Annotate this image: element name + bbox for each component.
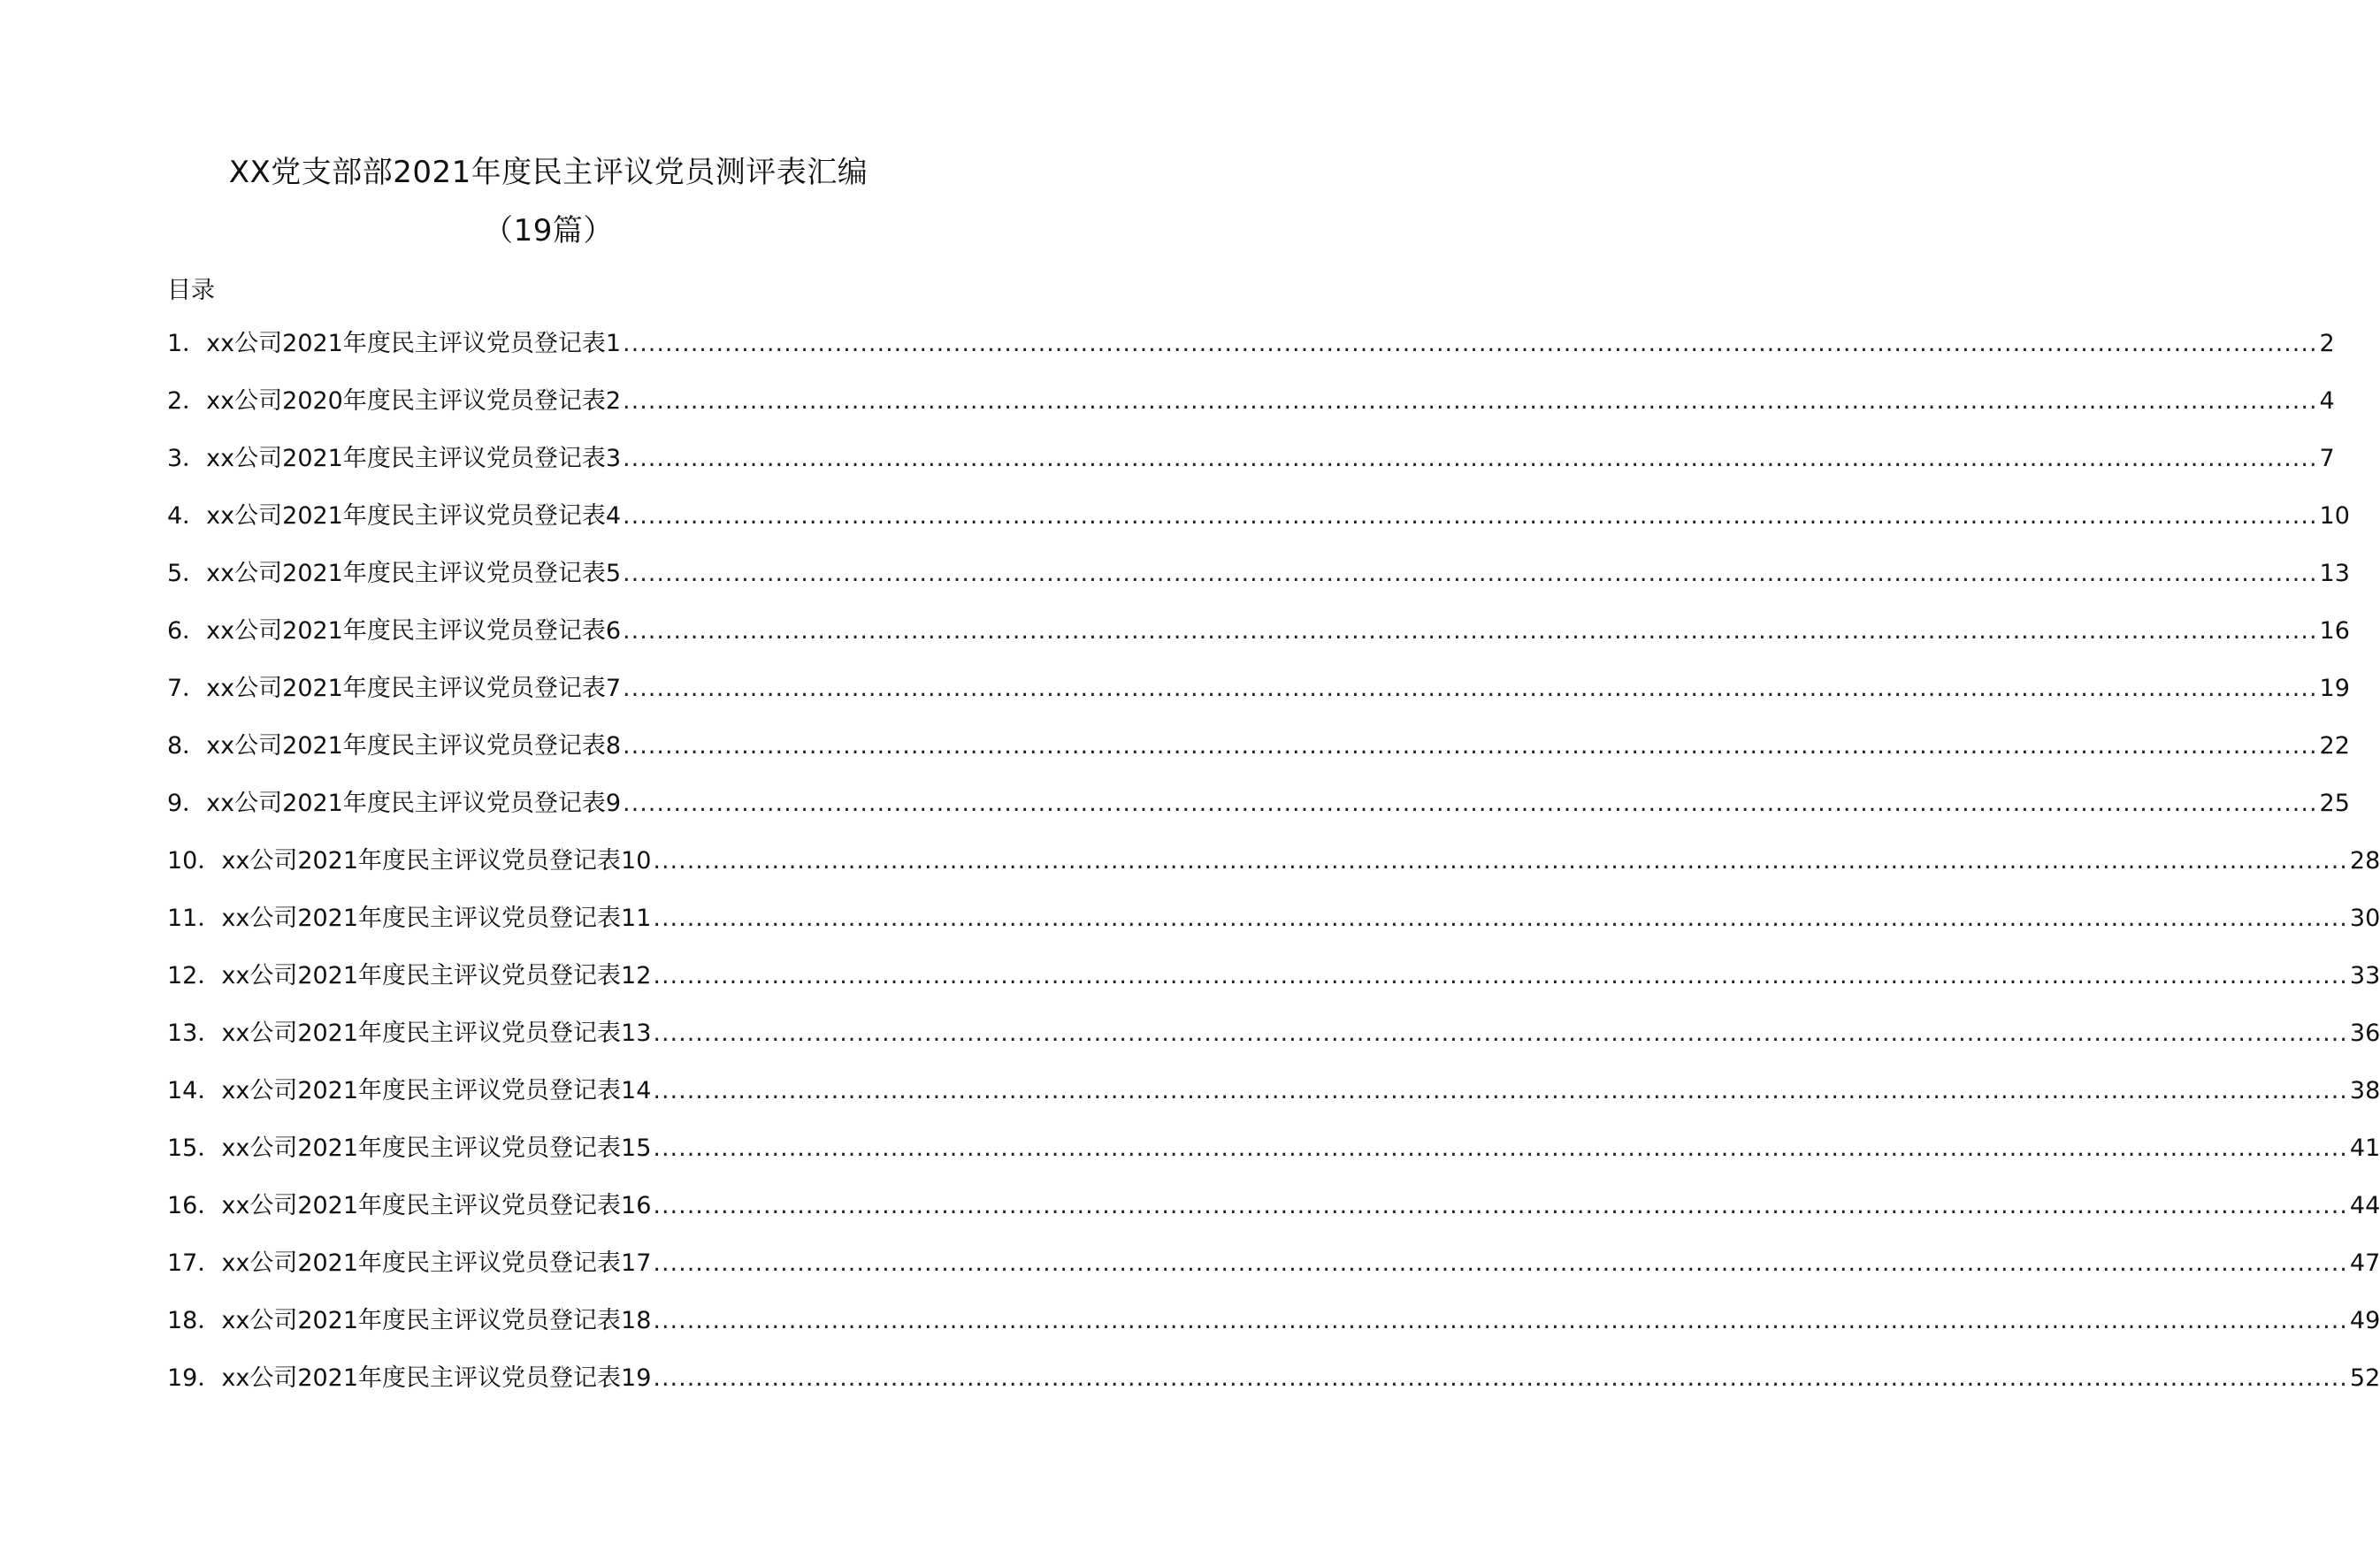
toc-dot-leader: ........................................................................................................................................................................................................ bbox=[623, 387, 2318, 415]
toc-entry[interactable] bbox=[167, 847, 2380, 906]
toc-page-number: 47 bbox=[2349, 1249, 2380, 1277]
toc-dot-leader: ........................................................................................................................................................................................................ bbox=[623, 560, 2318, 587]
toc-dot-leader: ........................................................................................................................................................................................................ bbox=[653, 1249, 2348, 1277]
toc-entry-title: 15．xx公司2021年度民主评议党员登记表15 bbox=[167, 1135, 652, 1162]
toc-entry-title: 16．xx公司2021年度民主评议党员登记表16 bbox=[167, 1192, 652, 1219]
toc-entry-title: 11．xx公司2021年度民主评议党员登记表11 bbox=[167, 905, 652, 932]
toc-page-number: 19 bbox=[2319, 675, 2350, 702]
toc-entry-title: 17．xx公司2021年度民主评议党员登记表17 bbox=[167, 1249, 652, 1277]
toc-page-number: 22 bbox=[2319, 732, 2350, 760]
toc-page-number: 25 bbox=[2319, 790, 2350, 817]
toc-dot-leader: ........................................................................................................................................................................................................ bbox=[623, 445, 2318, 472]
toc-dot-leader: ........................................................................................................................................................................................................ bbox=[653, 1307, 2348, 1334]
toc-entry[interactable] bbox=[167, 1364, 2380, 1424]
toc-entry[interactable] bbox=[167, 905, 2380, 964]
toc-page-number: 7 bbox=[2319, 445, 2335, 472]
toc-dot-leader: ........................................................................................................................................................................................................ bbox=[623, 732, 2318, 760]
toc-entry[interactable] bbox=[167, 962, 2380, 1021]
toc-dot-leader: ........................................................................................................................................................................................................ bbox=[653, 905, 2348, 932]
toc-entry-title: 14．xx公司2021年度民主评议党员登记表14 bbox=[167, 1077, 652, 1104]
toc-dot-leader: ........................................................................................................................................................................................................ bbox=[653, 1364, 2348, 1392]
toc-page-number: 13 bbox=[2319, 560, 2350, 587]
toc-entry[interactable] bbox=[167, 1135, 2380, 1194]
toc-entry[interactable] bbox=[167, 1077, 2380, 1136]
toc-page-number: 38 bbox=[2349, 1077, 2380, 1104]
toc-entry[interactable] bbox=[167, 560, 2350, 619]
toc-entry[interactable] bbox=[167, 1307, 2380, 1366]
document-title: XX党支部部2021年度民主评议党员测评表汇编 bbox=[228, 155, 869, 190]
toc-dot-leader: ........................................................................................................................................................................................................ bbox=[623, 502, 2318, 530]
toc-page-number: 52 bbox=[2349, 1364, 2380, 1392]
toc-entry[interactable] bbox=[167, 1020, 2380, 1079]
toc-heading: 目录 bbox=[167, 277, 215, 304]
toc-page-number: 33 bbox=[2349, 962, 2380, 989]
toc-dot-leader: ........................................................................................................................................................................................................ bbox=[653, 1077, 2348, 1104]
toc-entry-title: 2．xx公司2020年度民主评议党员登记表2 bbox=[167, 387, 622, 415]
toc-dot-leader: ........................................................................................................................................................................................................ bbox=[623, 330, 2318, 357]
toc-entry[interactable] bbox=[167, 445, 2335, 504]
toc-entry[interactable] bbox=[167, 1249, 2380, 1309]
toc-entry-title: 7．xx公司2021年度民主评议党员登记表7 bbox=[167, 675, 622, 702]
toc-dot-leader: ........................................................................................................................................................................................................ bbox=[623, 675, 2318, 702]
toc-entry[interactable] bbox=[167, 502, 2350, 562]
toc-entry[interactable] bbox=[167, 732, 2350, 791]
toc-entry[interactable] bbox=[167, 1192, 2380, 1251]
toc-entry-title: 9．xx公司2021年度民主评议党员登记表9 bbox=[167, 790, 622, 817]
toc-page-number: 30 bbox=[2349, 905, 2380, 932]
toc-entry-title: 13．xx公司2021年度民主评议党员登记表13 bbox=[167, 1020, 652, 1047]
toc-entry[interactable] bbox=[167, 790, 2350, 849]
toc-entry-title: 6．xx公司2021年度民主评议党员登记表6 bbox=[167, 617, 622, 645]
toc-entry[interactable] bbox=[167, 617, 2350, 676]
toc-page-number: 28 bbox=[2349, 847, 2380, 875]
toc-page-number: 41 bbox=[2349, 1135, 2380, 1162]
toc-page-number: 16 bbox=[2319, 617, 2350, 645]
toc-page-number: 2 bbox=[2319, 330, 2335, 357]
toc-entry-title: 8．xx公司2021年度民主评议党员登记表8 bbox=[167, 732, 622, 760]
toc-page-number: 44 bbox=[2349, 1192, 2380, 1219]
toc-entry-title: 10．xx公司2021年度民主评议党员登记表10 bbox=[167, 847, 652, 875]
toc-entry[interactable] bbox=[167, 330, 2335, 389]
toc-entry-title: 1．xx公司2021年度民主评议党员登记表1 bbox=[167, 330, 622, 357]
toc-dot-leader: ........................................................................................................................................................................................................ bbox=[653, 1020, 2348, 1047]
toc-entry-title: 19．xx公司2021年度民主评议党员登记表19 bbox=[167, 1364, 652, 1392]
toc-entry[interactable] bbox=[167, 387, 2335, 447]
toc-entry[interactable] bbox=[167, 675, 2350, 734]
toc-dot-leader: ........................................................................................................................................................................................................ bbox=[653, 962, 2348, 989]
toc-entry-title: 3．xx公司2021年度民主评议党员登记表3 bbox=[167, 445, 622, 472]
toc-entry-title: 4．xx公司2021年度民主评议党员登记表4 bbox=[167, 502, 622, 530]
toc-page-number: 10 bbox=[2319, 502, 2350, 530]
toc-entry-title: 12．xx公司2021年度民主评议党员登记表12 bbox=[167, 962, 652, 989]
table-of-contents bbox=[167, 330, 2380, 1424]
toc-entry-title: 18．xx公司2021年度民主评议党员登记表18 bbox=[167, 1307, 652, 1334]
toc-dot-leader: ........................................................................................................................................................................................................ bbox=[653, 1192, 2348, 1219]
document-subtitle-count: （19篇） bbox=[483, 213, 614, 248]
toc-page-number: 36 bbox=[2349, 1020, 2380, 1047]
toc-dot-leader: ........................................................................................................................................................................................................ bbox=[653, 1135, 2348, 1162]
toc-dot-leader: ........................................................................................................................................................................................................ bbox=[653, 847, 2348, 875]
toc-dot-leader: ........................................................................................................................................................................................................ bbox=[623, 790, 2318, 817]
toc-page-number: 4 bbox=[2319, 387, 2335, 415]
toc-page-number: 49 bbox=[2349, 1307, 2380, 1334]
toc-dot-leader: ........................................................................................................................................................................................................ bbox=[623, 617, 2318, 645]
toc-entry-title: 5．xx公司2021年度民主评议党员登记表5 bbox=[167, 560, 622, 587]
